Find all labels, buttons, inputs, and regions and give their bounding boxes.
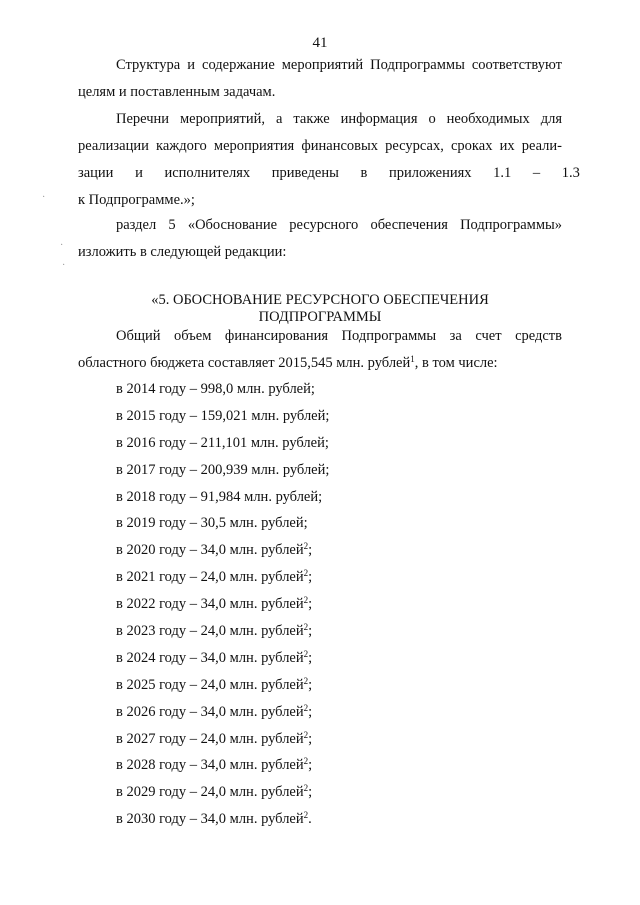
total-funding-tail: , в том числе: — [414, 355, 498, 371]
funding-list-item — [116, 564, 329, 591]
paragraph-section-5 — [78, 212, 562, 266]
funding-list-item — [116, 699, 329, 726]
heading-line: «5. ОБОСНОВАНИЕ РЕСУРСНОГО ОБЕСПЕЧЕНИЯ — [151, 292, 489, 308]
funding-year-text: в 2023 году – 24,0 млн. рублей — [116, 623, 304, 640]
footnote-ref: 2 — [303, 568, 309, 579]
funding-year-tail: ; — [308, 596, 313, 613]
funding-list-item — [116, 537, 329, 564]
paragraph-line: Перечни мероприятий, а также информация о необходимых для — [116, 111, 562, 127]
funding-year-text: в 2014 году – 998,0 млн. рублей; — [116, 381, 315, 397]
funding-list-item — [116, 752, 329, 779]
paragraph-line: раздел 5 «Обоснование ресурсного обеспечения Подпрограммы» — [116, 217, 562, 233]
funding-by-year-list — [116, 376, 329, 833]
funding-list-item — [116, 591, 329, 618]
funding-list-item — [116, 726, 329, 753]
funding-year-text: в 2026 году – 34,0 млн. рублей — [116, 703, 304, 720]
heading-line: ПОДПРОГРАММЫ — [258, 309, 382, 325]
funding-year-text: в 2015 году – 159,021 млн. рублей; — [116, 407, 330, 424]
section-heading — [78, 292, 562, 326]
footnote-ref: 2 — [303, 648, 309, 659]
paragraph-structure — [78, 52, 562, 106]
funding-list-item — [116, 457, 329, 484]
funding-year-text: в 2018 году – 91,984 млн. рублей; — [116, 488, 323, 505]
funding-year-tail: ; — [308, 569, 313, 586]
funding-list-item — [116, 645, 329, 672]
paragraph-line: Общий объем финансирования Подпрограммы за счет средств — [116, 328, 562, 344]
paragraph-line: к Подпрограмме.»; — [78, 192, 195, 208]
paragraph-line: Структура и содержание мероприятий Подпрограммы соответствуют — [116, 57, 562, 73]
funding-list-item — [116, 430, 329, 457]
funding-year-tail: ; — [308, 784, 313, 801]
footnote-ref: 2 — [303, 675, 309, 686]
page-number: 41 — [312, 35, 328, 51]
funding-year-tail: . — [308, 811, 312, 828]
footnote-ref: 2 — [303, 702, 309, 713]
scan-mark: · — [62, 260, 66, 271]
funding-list-item — [116, 484, 329, 511]
footnote-ref: 1 — [410, 354, 415, 364]
funding-year-text: в 2030 году – 34,0 млн. рублей — [116, 811, 304, 828]
footnote-ref: 2 — [303, 595, 309, 606]
footnote-ref: 2 — [303, 622, 309, 633]
funding-list-item — [116, 510, 329, 537]
funding-year-text: в 2016 году – 211,101 млн. рублей; — [116, 434, 329, 451]
paragraph-line: реализации каждого мероприятия финансовых ресурсах, сроках их реали- — [78, 138, 562, 154]
funding-year-text: в 2020 году – 34,0 млн. рублей — [116, 542, 304, 559]
funding-year-tail: ; — [308, 676, 313, 693]
funding-year-text: в 2017 году – 200,939 млн. рублей; — [116, 461, 330, 478]
footnote-ref: 2 — [303, 541, 309, 552]
footnote-ref: 2 — [303, 729, 309, 740]
paragraph-line — [78, 350, 562, 377]
footnote-ref: 2 — [303, 810, 309, 821]
footnote-ref: 2 — [303, 783, 309, 794]
funding-year-text: в 2028 году – 34,0 млн. рублей — [116, 757, 304, 774]
funding-list-item — [116, 672, 329, 699]
funding-year-text: в 2029 году – 24,0 млн. рублей — [116, 784, 304, 801]
funding-list-item — [116, 618, 329, 645]
funding-year-text: в 2027 году – 24,0 млн. рублей — [116, 730, 304, 747]
funding-year-tail: ; — [308, 649, 313, 666]
funding-year-tail: ; — [308, 730, 313, 747]
scan-mark: · — [60, 240, 64, 251]
total-funding-text: областного бюджета составляет 2015,545 млн. рублей — [78, 355, 411, 371]
funding-list-item — [116, 376, 329, 403]
funding-year-text: в 2019 году – 30,5 млн. рублей; — [116, 515, 308, 532]
paragraph-line: изложить в следующей редакции: — [78, 244, 287, 260]
funding-year-text: в 2022 году – 34,0 млн. рублей — [116, 596, 304, 613]
funding-year-text: в 2021 году – 24,0 млн. рублей — [116, 569, 304, 586]
funding-year-tail: ; — [308, 623, 313, 640]
funding-year-tail: ; — [308, 703, 313, 720]
paragraph-lists — [78, 106, 580, 214]
paragraph-line: зации и исполнителях приведены в приложениях 1.1 – 1.3 — [78, 165, 580, 181]
funding-list-item — [116, 806, 329, 833]
funding-list-item — [116, 779, 329, 806]
paragraph-line: целям и поставленным задачам. — [78, 84, 276, 100]
footnote-ref: 2 — [303, 756, 309, 767]
funding-year-text: в 2024 году – 34,0 млн. рублей — [116, 649, 304, 666]
funding-list-item — [116, 403, 329, 430]
funding-year-tail: ; — [308, 757, 313, 774]
funding-year-tail: ; — [308, 542, 313, 559]
funding-year-text: в 2025 году – 24,0 млн. рублей — [116, 676, 304, 693]
scan-mark: · — [42, 192, 46, 203]
paragraph-total-funding — [78, 323, 562, 377]
